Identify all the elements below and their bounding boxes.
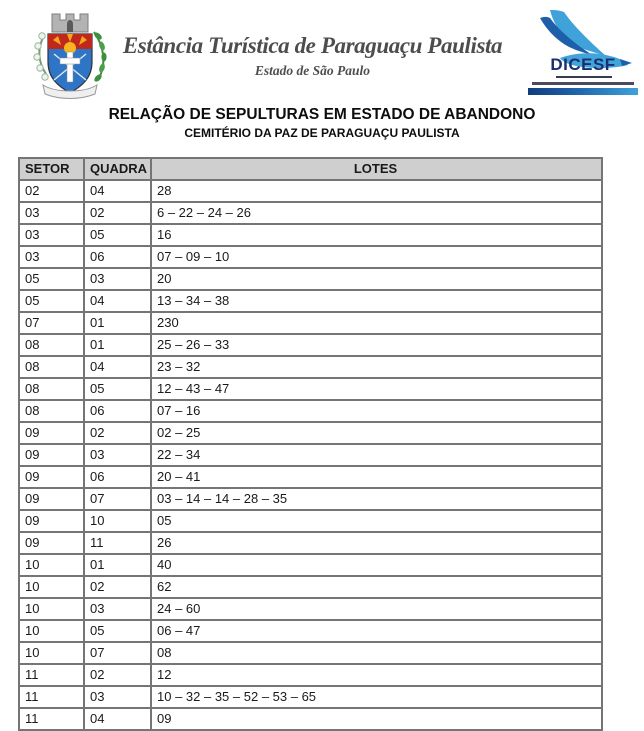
lotes-cell: 13 – 34 – 38 <box>151 290 602 312</box>
setor-cell: 10 <box>19 576 84 598</box>
table-row <box>19 312 602 334</box>
table-row <box>19 576 602 598</box>
lotes-cell: 16 <box>151 224 602 246</box>
lotes-cell: 20 <box>151 268 602 290</box>
table-row <box>19 598 602 620</box>
quadra-cell: 03 <box>84 268 151 290</box>
dicesf-logo-text: DICESF <box>550 55 616 74</box>
setor-cell: 07 <box>19 312 84 334</box>
lotes-cell: 09 <box>151 708 602 730</box>
quadra-cell: 04 <box>84 708 151 730</box>
table-row <box>19 180 602 202</box>
setor-cell: 10 <box>19 554 84 576</box>
setor-cell: 08 <box>19 378 84 400</box>
setor-cell: 08 <box>19 400 84 422</box>
lotes-cell: 10 – 32 – 35 – 52 – 53 – 65 <box>151 686 602 708</box>
setor-cell: 03 <box>19 246 84 268</box>
quadra-cell: 03 <box>84 686 151 708</box>
table-row <box>19 686 602 708</box>
lotes-cell: 25 – 26 – 33 <box>151 334 602 356</box>
quadra-cell: 04 <box>84 180 151 202</box>
quadra-cell: 10 <box>84 510 151 532</box>
sepulturas-table <box>18 157 603 731</box>
table-row <box>19 488 602 510</box>
title-line-2: CEMITÉRIO DA PAZ DE PARAGUAÇU PAULISTA <box>184 126 460 140</box>
table-row <box>19 664 602 686</box>
table-row <box>19 620 602 642</box>
table-row <box>19 334 602 356</box>
lotes-cell: 06 – 47 <box>151 620 602 642</box>
quadra-cell: 02 <box>84 664 151 686</box>
quadra-cell: 02 <box>84 576 151 598</box>
lotes-cell: 03 – 14 – 14 – 28 – 35 <box>151 488 602 510</box>
logo-subtagline-bar <box>532 82 634 85</box>
column-header-setor: SETOR <box>19 158 84 180</box>
quadra-cell: 01 <box>84 312 151 334</box>
quadra-cell: 11 <box>84 532 151 554</box>
lotes-cell: 12 <box>151 664 602 686</box>
lotes-cell: 08 <box>151 642 602 664</box>
lotes-cell: 6 – 22 – 24 – 26 <box>151 202 602 224</box>
quadra-cell: 06 <box>84 246 151 268</box>
table-row <box>19 642 602 664</box>
quadra-cell: 05 <box>84 378 151 400</box>
lotes-cell: 05 <box>151 510 602 532</box>
table-header-row <box>19 158 602 180</box>
quadra-cell: 03 <box>84 444 151 466</box>
table-row <box>19 532 602 554</box>
lotes-cell: 40 <box>151 554 602 576</box>
quadra-cell: 07 <box>84 642 151 664</box>
lotes-cell: 07 – 16 <box>151 400 602 422</box>
setor-cell: 08 <box>19 356 84 378</box>
setor-cell: 09 <box>19 488 84 510</box>
table-row <box>19 444 602 466</box>
logo-banner-bar <box>528 88 638 95</box>
setor-cell: 02 <box>19 180 84 202</box>
coat-of-arms-graphic <box>30 6 110 100</box>
table-row <box>19 708 602 730</box>
lotes-cell: 12 – 43 – 47 <box>151 378 602 400</box>
quadra-cell: 01 <box>84 554 151 576</box>
setor-cell: 05 <box>19 268 84 290</box>
quadra-cell: 01 <box>84 334 151 356</box>
setor-cell: 10 <box>19 598 84 620</box>
setor-cell: 09 <box>19 510 84 532</box>
quadra-cell: 04 <box>84 290 151 312</box>
org-state: Estado de São Paulo <box>254 63 371 78</box>
table-row <box>19 356 602 378</box>
lotes-cell: 07 – 09 – 10 <box>151 246 602 268</box>
table-row <box>19 202 602 224</box>
table-row <box>19 466 602 488</box>
quadra-cell: 05 <box>84 620 151 642</box>
table-body <box>19 180 602 730</box>
quadra-cell: 05 <box>84 224 151 246</box>
lotes-cell: 62 <box>151 576 602 598</box>
setor-cell: 09 <box>19 444 84 466</box>
table-row <box>19 224 602 246</box>
lotes-cell: 02 – 25 <box>151 422 602 444</box>
setor-cell: 08 <box>19 334 84 356</box>
column-header-lotes: LOTES <box>151 158 602 180</box>
coat-of-arms-icon <box>30 6 110 100</box>
table-row <box>19 290 602 312</box>
logo-tagline-bar <box>556 76 612 78</box>
lotes-cell: 28 <box>151 180 602 202</box>
table-row <box>19 268 602 290</box>
setor-cell: 09 <box>19 532 84 554</box>
lotes-cell: 26 <box>151 532 602 554</box>
table-row <box>19 554 602 576</box>
dicesf-logo <box>526 10 640 98</box>
quadra-cell: 04 <box>84 356 151 378</box>
title-line-1: RELAÇÃO DE SEPULTURAS EM ESTADO DE ABANDONO <box>108 106 536 123</box>
setor-cell: 05 <box>19 290 84 312</box>
org-name: Estância Turística de Paraguaçu Paulista <box>122 33 503 58</box>
setor-cell: 09 <box>19 422 84 444</box>
lotes-cell: 24 – 60 <box>151 598 602 620</box>
table-row <box>19 422 602 444</box>
lotes-cell: 22 – 34 <box>151 444 602 466</box>
table-row <box>19 400 602 422</box>
quadra-cell: 02 <box>84 202 151 224</box>
setor-cell: 03 <box>19 224 84 246</box>
setor-cell: 10 <box>19 642 84 664</box>
setor-cell: 03 <box>19 202 84 224</box>
column-header-quadra: QUADRA <box>84 158 151 180</box>
table-row <box>19 510 602 532</box>
quadra-cell: 06 <box>84 400 151 422</box>
table-row <box>19 378 602 400</box>
document-title <box>0 106 644 140</box>
setor-cell: 10 <box>19 620 84 642</box>
quadra-cell: 06 <box>84 466 151 488</box>
quadra-cell: 02 <box>84 422 151 444</box>
lotes-cell: 20 – 41 <box>151 466 602 488</box>
setor-cell: 11 <box>19 686 84 708</box>
lotes-cell: 230 <box>151 312 602 334</box>
setor-cell: 09 <box>19 466 84 488</box>
quadra-cell: 03 <box>84 598 151 620</box>
quadra-cell: 07 <box>84 488 151 510</box>
lotes-cell: 23 – 32 <box>151 356 602 378</box>
setor-cell: 11 <box>19 664 84 686</box>
setor-cell: 11 <box>19 708 84 730</box>
org-title-block <box>105 33 520 79</box>
table-row <box>19 246 602 268</box>
